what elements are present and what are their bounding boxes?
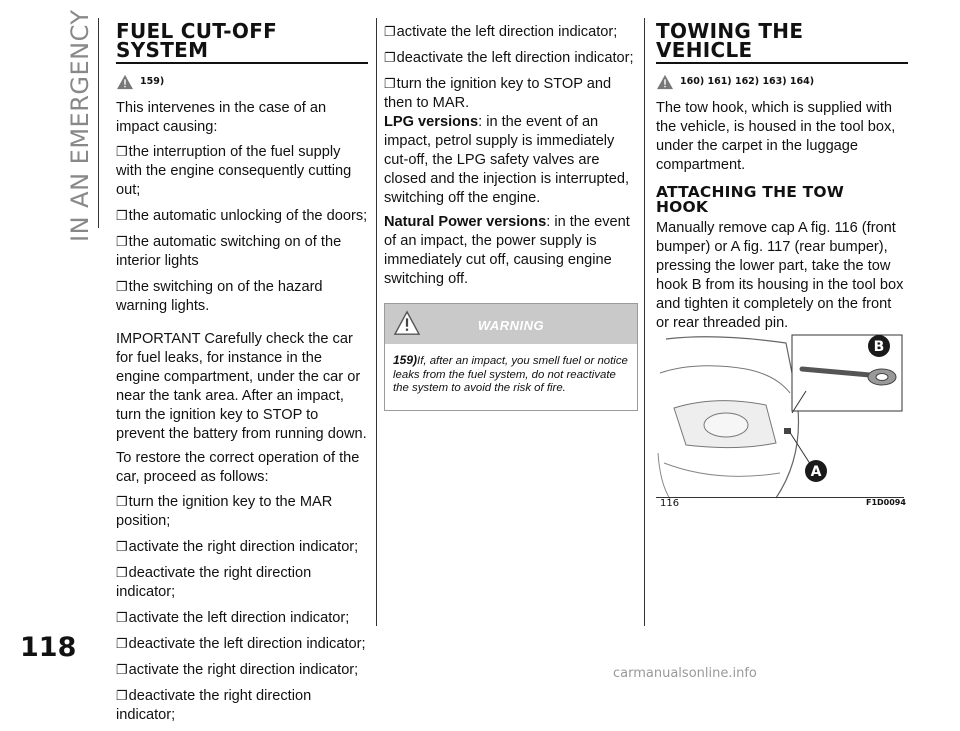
warning-triangle-icon xyxy=(656,74,674,90)
list-item: ❐the automatic switching on of the interior lights xyxy=(116,234,342,269)
watermark: carmanualsonline.info xyxy=(613,666,757,681)
figure-code: F1D0094 xyxy=(866,498,906,507)
list-item: ❐activate the right direction indicator; xyxy=(116,662,359,678)
column-towing xyxy=(656,19,908,338)
tow-hook-intro: The tow hook, which is supplied with the vehicle, is housed in the tool box, under the carpet in the luggage compartment. xyxy=(656,100,896,173)
warning-triangle-icon xyxy=(116,74,134,90)
warning-header xyxy=(385,304,637,344)
list-item: ❐activate the right direction indicator; xyxy=(116,539,359,555)
column-divider xyxy=(644,18,645,626)
tow-hook-figure xyxy=(656,333,904,499)
checkbox-bullet-icon: ❐ xyxy=(116,610,128,625)
section-title-fuel-cutoff: FUEL CUT-OFF SYSTEM xyxy=(116,22,368,64)
checkbox-bullet-icon: ❐ xyxy=(116,539,128,554)
list-item: ❐turn the ignition key to the MAR position; xyxy=(116,494,333,529)
section-title-towing: TOWING THE VEHICLE xyxy=(656,22,908,64)
warning-references: 159) xyxy=(116,72,368,91)
checkbox-bullet-icon: ❐ xyxy=(116,208,128,223)
steps-list-continued xyxy=(384,22,636,113)
restore-text: To restore the correct operation of the car, proceed as follows: xyxy=(116,450,360,485)
list-item: ❐deactivate the right direction indicator; xyxy=(116,688,312,723)
checkbox-bullet-icon: ❐ xyxy=(116,636,128,651)
attaching-text: Manually remove cap A fig. 116 (front bumper) or A fig. 117 (rear bumper), pressing the lower part, take the tow hook B from its housing in the tool box and tighten it completely on the front or rear threaded pin. xyxy=(656,220,904,331)
checkbox-bullet-icon: ❐ xyxy=(116,688,128,703)
list-item: ❐turn the ignition key to STOP and then to MAR. xyxy=(384,76,612,111)
checkbox-bullet-icon: ❐ xyxy=(116,494,128,509)
column-continued xyxy=(384,22,636,411)
column-divider xyxy=(98,18,99,228)
natural-power-paragraph: Natural Power versions: in the event of an impact, the power supply is immediately cut off, causing engine switching off. xyxy=(384,214,630,287)
checkbox-bullet-icon: ❐ xyxy=(384,24,396,39)
checkbox-bullet-icon: ❐ xyxy=(116,662,128,677)
column-fuel-cutoff xyxy=(116,19,368,731)
warning-box xyxy=(384,303,638,411)
checkbox-bullet-icon: ❐ xyxy=(384,50,396,65)
list-item: ❐the switching on of the hazard warning lights. xyxy=(116,279,323,314)
list-item: ❐deactivate the left direction indicator; xyxy=(384,50,634,66)
list-item: ❐deactivate the right direction indicator; xyxy=(116,565,312,600)
steps-list xyxy=(116,492,368,725)
warning-references: 160) 161) 162) 163) 164) xyxy=(656,72,908,91)
list-item: ❐activate the left direction indicator; xyxy=(384,24,618,40)
important-text: IMPORTANT Carefully check the car for fuel leaks, for instance in the engine compartment, under the car or near the tank area. After an impact, turn the ignition key to STOP to prevent the battery from running down. xyxy=(116,331,367,442)
effects-list xyxy=(116,142,368,316)
callout-b-label: B xyxy=(873,339,885,355)
warning-body: 159)If, after an impact, you smell fuel or notice leaks from the fuel system, do not reactivate the system to avoid the risk of fire. xyxy=(393,353,628,394)
checkbox-bullet-icon: ❐ xyxy=(116,234,128,249)
list-item: ❐activate the left direction indicator; xyxy=(116,610,350,626)
lpg-paragraph: LPG versions: in the event of an impact, petrol supply is immediately cut-off, the LPG safety valves are closed and the injection is interrupted, switching off the engine. xyxy=(384,114,630,206)
checkbox-bullet-icon: ❐ xyxy=(116,279,128,294)
checkbox-bullet-icon: ❐ xyxy=(116,144,128,159)
list-item: ❐the automatic unlocking of the doors; xyxy=(116,208,368,224)
callout-a-label: A xyxy=(810,464,822,480)
checkbox-bullet-icon: ❐ xyxy=(116,565,128,580)
subsection-title-attaching: ATTACHING THE TOW HOOK xyxy=(656,183,845,216)
figure-number: 116 xyxy=(660,498,680,509)
section-side-label: IN AN EMERGENCY xyxy=(66,9,94,242)
column-divider xyxy=(376,18,377,626)
list-item: ❐deactivate the left direction indicator; xyxy=(116,636,366,652)
intro-text: This intervenes in the case of an impact causing: xyxy=(116,100,327,135)
page-number: 118 xyxy=(20,632,77,663)
warning-title: WARNING xyxy=(477,318,545,333)
list-item: ❐the interruption of the fuel supply with the engine consequently cutting out; xyxy=(116,144,352,198)
checkbox-bullet-icon: ❐ xyxy=(384,76,396,91)
